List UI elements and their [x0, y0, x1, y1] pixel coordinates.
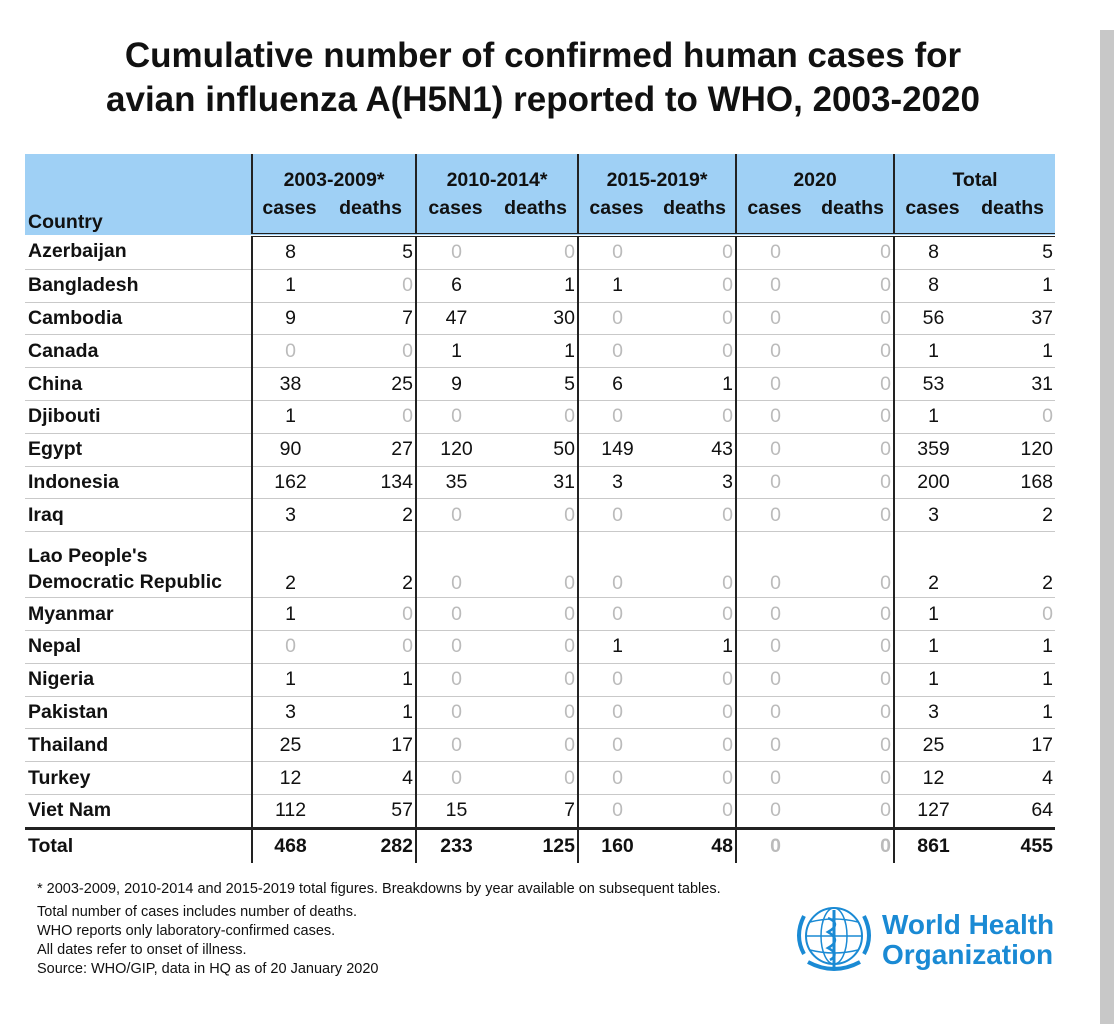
country-name: Thailand [25, 729, 252, 762]
deaths-cell: 1 [654, 368, 736, 401]
table-row [25, 235, 1055, 269]
table-row [25, 663, 1055, 696]
cases-cell: 0 [736, 335, 812, 368]
deaths-cell: 5 [494, 368, 578, 401]
deaths-cell: 1 [326, 696, 416, 729]
table-row [25, 368, 1055, 401]
cases-cell: 3 [894, 499, 970, 532]
country-name: Myanmar [25, 598, 252, 631]
vertical-scrollbar[interactable] [1100, 30, 1114, 1024]
deaths-cell: 1 [326, 663, 416, 696]
cases-cell: 0 [736, 598, 812, 631]
deaths-cell: 0 [326, 598, 416, 631]
deaths-cell: 0 [494, 663, 578, 696]
notes [37, 880, 721, 979]
table-row [25, 335, 1055, 368]
deaths-cell: 0 [812, 335, 894, 368]
deaths-cell: 17 [970, 729, 1055, 762]
header-deaths: deaths [494, 193, 578, 235]
cases-cell: 8 [894, 235, 970, 269]
deaths-cell: 50 [494, 433, 578, 466]
cases-cell: 0 [416, 762, 494, 795]
header-cases: cases [894, 193, 970, 235]
country-name: Egypt [25, 433, 252, 466]
deaths-cell: 57 [326, 794, 416, 828]
deaths-cell: 0 [812, 729, 894, 762]
table-body [25, 235, 1055, 863]
cases-cell: 0 [736, 466, 812, 499]
cases-cell: 8 [894, 269, 970, 302]
deaths-cell: 0 [654, 302, 736, 335]
deaths-cell: 0 [654, 598, 736, 631]
cases-cell: 12 [894, 762, 970, 795]
deaths-cell: 0 [494, 630, 578, 663]
deaths-cell: 2 [970, 532, 1055, 598]
cases-cell: 0 [416, 235, 494, 269]
deaths-cell: 48 [654, 828, 736, 863]
cases-cell: 0 [416, 663, 494, 696]
cases-cell: 0 [736, 269, 812, 302]
table-row [25, 630, 1055, 663]
cases-cell: 1 [416, 335, 494, 368]
deaths-cell: 455 [970, 828, 1055, 863]
cases-cell: 0 [416, 598, 494, 631]
cases-cell: 200 [894, 466, 970, 499]
country-name: Djibouti [25, 400, 252, 433]
page-title [0, 34, 1086, 122]
header-period: 2003-2009* [252, 154, 416, 193]
deaths-cell: 282 [326, 828, 416, 863]
cases-cell: 0 [736, 532, 812, 598]
logo-line-2: Organization [882, 939, 1054, 970]
country-name: Viet Nam [25, 794, 252, 828]
deaths-cell: 0 [326, 630, 416, 663]
deaths-cell: 0 [812, 598, 894, 631]
deaths-cell: 64 [970, 794, 1055, 828]
cases-cell: 233 [416, 828, 494, 863]
cases-cell: 47 [416, 302, 494, 335]
deaths-cell: 0 [494, 696, 578, 729]
deaths-cell: 134 [326, 466, 416, 499]
table-row [25, 696, 1055, 729]
deaths-cell: 0 [812, 794, 894, 828]
deaths-cell: 0 [812, 400, 894, 433]
deaths-cell: 0 [494, 532, 578, 598]
deaths-cell: 0 [654, 762, 736, 795]
deaths-cell: 31 [494, 466, 578, 499]
cases-cell: 149 [578, 433, 654, 466]
cases-cell: 0 [416, 696, 494, 729]
cases-cell: 3 [252, 696, 326, 729]
cases-cell: 1 [252, 663, 326, 696]
deaths-cell: 5 [326, 235, 416, 269]
deaths-cell: 25 [326, 368, 416, 401]
cases-cell: 53 [894, 368, 970, 401]
cases-cell: 0 [416, 630, 494, 663]
table-row [25, 794, 1055, 828]
country-name: Canada [25, 335, 252, 368]
title-line-2: avian influenza A(H5N1) reported to WHO, 2003-2020 [106, 80, 980, 119]
deaths-cell: 0 [812, 532, 894, 598]
note-line: WHO reports only laboratory-confirmed cases. [37, 923, 336, 939]
cases-cell: 0 [736, 400, 812, 433]
cases-cell: 0 [578, 598, 654, 631]
deaths-cell: 0 [654, 235, 736, 269]
deaths-cell: 0 [654, 400, 736, 433]
cases-cell: 15 [416, 794, 494, 828]
cases-cell: 9 [252, 302, 326, 335]
table-row [25, 762, 1055, 795]
deaths-cell: 1 [970, 335, 1055, 368]
table-row [25, 302, 1055, 335]
logo-line-1: World Health [882, 909, 1055, 940]
deaths-cell: 0 [812, 466, 894, 499]
cases-cell: 0 [736, 368, 812, 401]
cases-cell: 0 [578, 696, 654, 729]
deaths-cell: 0 [654, 794, 736, 828]
cases-cell: 0 [578, 400, 654, 433]
cases-cell: 112 [252, 794, 326, 828]
header-cases: cases [252, 193, 326, 235]
cases-cell: 2 [252, 532, 326, 598]
header-period: 2020 [736, 154, 894, 193]
deaths-cell: 1 [970, 630, 1055, 663]
table-row [25, 729, 1055, 762]
cases-cell: 1 [894, 630, 970, 663]
deaths-cell: 37 [970, 302, 1055, 335]
deaths-cell: 0 [494, 598, 578, 631]
deaths-cell: 5 [970, 235, 1055, 269]
country-name: Turkey [25, 762, 252, 795]
cases-cell: 0 [252, 630, 326, 663]
deaths-cell: 0 [654, 729, 736, 762]
who-logo [790, 904, 1060, 980]
footnote: * 2003-2009, 2010-2014 and 2015-2019 total figures. Breakdowns by year available on subsequent tables. [37, 881, 721, 897]
deaths-cell: 1 [654, 630, 736, 663]
cases-cell: 120 [416, 433, 494, 466]
cases-cell: 0 [736, 794, 812, 828]
cases-cell: 35 [416, 466, 494, 499]
note-line: All dates refer to onset of illness. [37, 942, 247, 958]
cases-table [25, 154, 1055, 863]
cases-cell: 0 [578, 663, 654, 696]
cases-cell: 25 [894, 729, 970, 762]
cases-cell: 8 [252, 235, 326, 269]
cases-cell: 160 [578, 828, 654, 863]
country-name: Iraq [25, 499, 252, 532]
cases-cell: 1 [578, 269, 654, 302]
total-label: Total [25, 828, 252, 863]
deaths-cell: 4 [970, 762, 1055, 795]
deaths-cell: 17 [326, 729, 416, 762]
deaths-cell: 0 [812, 302, 894, 335]
cases-cell: 0 [578, 532, 654, 598]
table-row [25, 499, 1055, 532]
deaths-cell: 31 [970, 368, 1055, 401]
deaths-cell: 1 [970, 269, 1055, 302]
cases-cell: 359 [894, 433, 970, 466]
deaths-cell: 2 [970, 499, 1055, 532]
cases-cell: 0 [578, 235, 654, 269]
cases-cell: 1 [894, 663, 970, 696]
header-period: 2010-2014* [416, 154, 578, 193]
deaths-cell: 1 [970, 696, 1055, 729]
cases-cell: 0 [416, 400, 494, 433]
header-deaths: deaths [812, 193, 894, 235]
country-name: Nigeria [25, 663, 252, 696]
header-cases: cases [416, 193, 494, 235]
deaths-cell: 0 [812, 433, 894, 466]
cases-cell: 127 [894, 794, 970, 828]
header-deaths: deaths [970, 193, 1055, 235]
deaths-cell: 0 [812, 269, 894, 302]
cases-cell: 12 [252, 762, 326, 795]
deaths-cell: 0 [970, 400, 1055, 433]
cases-cell: 0 [578, 762, 654, 795]
country-name: Azerbaijan [25, 235, 252, 269]
deaths-cell: 1 [970, 663, 1055, 696]
deaths-cell: 1 [494, 269, 578, 302]
deaths-cell: 120 [970, 433, 1055, 466]
title-line-1: Cumulative number of confirmed human cases for [124, 36, 962, 75]
cases-cell: 38 [252, 368, 326, 401]
table-row [25, 269, 1055, 302]
deaths-cell: 7 [494, 794, 578, 828]
header-cases: cases [578, 193, 654, 235]
deaths-cell: 0 [812, 828, 894, 863]
cases-cell: 0 [736, 630, 812, 663]
cases-cell: 1 [894, 598, 970, 631]
header-country: Country [25, 154, 252, 235]
cases-cell: 3 [894, 696, 970, 729]
cases-cell: 1 [578, 630, 654, 663]
cases-cell: 90 [252, 433, 326, 466]
cases-cell: 0 [736, 729, 812, 762]
deaths-cell: 0 [812, 696, 894, 729]
cases-cell: 0 [736, 433, 812, 466]
deaths-cell: 125 [494, 828, 578, 863]
cases-cell: 861 [894, 828, 970, 863]
country-name: China [25, 368, 252, 401]
cases-cell: 0 [416, 532, 494, 598]
deaths-cell: 0 [494, 729, 578, 762]
deaths-cell: 0 [970, 598, 1055, 631]
cases-cell: 1 [252, 269, 326, 302]
source-line: Source: WHO/GIP, data in HQ as of 20 January 2020 [37, 961, 379, 977]
cases-cell: 0 [736, 762, 812, 795]
deaths-cell: 0 [812, 235, 894, 269]
cases-cell: 9 [416, 368, 494, 401]
deaths-cell: 0 [654, 269, 736, 302]
deaths-cell: 30 [494, 302, 578, 335]
cases-cell: 0 [578, 729, 654, 762]
cases-cell: 2 [894, 532, 970, 598]
cases-cell: 0 [736, 696, 812, 729]
deaths-cell: 0 [654, 532, 736, 598]
header-deaths: deaths [326, 193, 416, 235]
cases-cell: 0 [578, 335, 654, 368]
cases-cell: 0 [578, 499, 654, 532]
deaths-cell: 3 [654, 466, 736, 499]
deaths-cell: 0 [494, 235, 578, 269]
deaths-cell: 2 [326, 499, 416, 532]
cases-cell: 1 [894, 400, 970, 433]
cases-cell: 0 [736, 302, 812, 335]
deaths-cell: 1 [494, 335, 578, 368]
deaths-cell: 7 [326, 302, 416, 335]
deaths-cell: 0 [654, 696, 736, 729]
cases-cell: 0 [416, 499, 494, 532]
cases-cell: 25 [252, 729, 326, 762]
deaths-cell: 0 [654, 335, 736, 368]
cases-cell: 0 [736, 663, 812, 696]
country-name: Lao People's Democratic Republic [25, 532, 252, 598]
deaths-cell: 0 [812, 762, 894, 795]
cases-cell: 0 [736, 828, 812, 863]
table-row [25, 400, 1055, 433]
who-logo-text [882, 910, 1054, 970]
deaths-cell: 0 [812, 663, 894, 696]
deaths-cell: 0 [812, 499, 894, 532]
cases-cell: 6 [416, 269, 494, 302]
who-emblem-icon [790, 904, 878, 980]
deaths-cell: 168 [970, 466, 1055, 499]
total-row [25, 828, 1055, 863]
table-row [25, 532, 1055, 598]
deaths-cell: 4 [326, 762, 416, 795]
cases-cell: 6 [578, 368, 654, 401]
deaths-cell: 43 [654, 433, 736, 466]
cases-cell: 56 [894, 302, 970, 335]
deaths-cell: 0 [326, 335, 416, 368]
deaths-cell: 0 [326, 400, 416, 433]
cases-cell: 468 [252, 828, 326, 863]
cases-cell: 0 [578, 794, 654, 828]
cases-cell: 3 [578, 466, 654, 499]
deaths-cell: 0 [812, 630, 894, 663]
cases-cell: 0 [416, 729, 494, 762]
deaths-cell: 2 [326, 532, 416, 598]
cases-cell: 3 [252, 499, 326, 532]
header-deaths: deaths [654, 193, 736, 235]
table-row [25, 433, 1055, 466]
country-name: Bangladesh [25, 269, 252, 302]
note-line: Total number of cases includes number of deaths. [37, 904, 357, 920]
table-row [25, 466, 1055, 499]
table-row [25, 598, 1055, 631]
deaths-cell: 0 [494, 499, 578, 532]
cases-cell: 0 [578, 302, 654, 335]
deaths-cell: 0 [654, 663, 736, 696]
country-name: Pakistan [25, 696, 252, 729]
country-name: Nepal [25, 630, 252, 663]
cases-cell: 1 [252, 598, 326, 631]
cases-cell: 0 [736, 499, 812, 532]
deaths-cell: 27 [326, 433, 416, 466]
deaths-cell: 0 [326, 269, 416, 302]
deaths-cell: 0 [494, 400, 578, 433]
country-name: Indonesia [25, 466, 252, 499]
cases-cell: 0 [252, 335, 326, 368]
country-name: Cambodia [25, 302, 252, 335]
deaths-cell: 0 [812, 368, 894, 401]
cases-cell: 1 [252, 400, 326, 433]
header-cases: cases [736, 193, 812, 235]
cases-cell: 1 [894, 335, 970, 368]
header-period: 2015-2019* [578, 154, 736, 193]
header-period: Total [894, 154, 1055, 193]
deaths-cell: 0 [494, 762, 578, 795]
deaths-cell: 0 [654, 499, 736, 532]
cases-cell: 162 [252, 466, 326, 499]
cases-cell: 0 [736, 235, 812, 269]
